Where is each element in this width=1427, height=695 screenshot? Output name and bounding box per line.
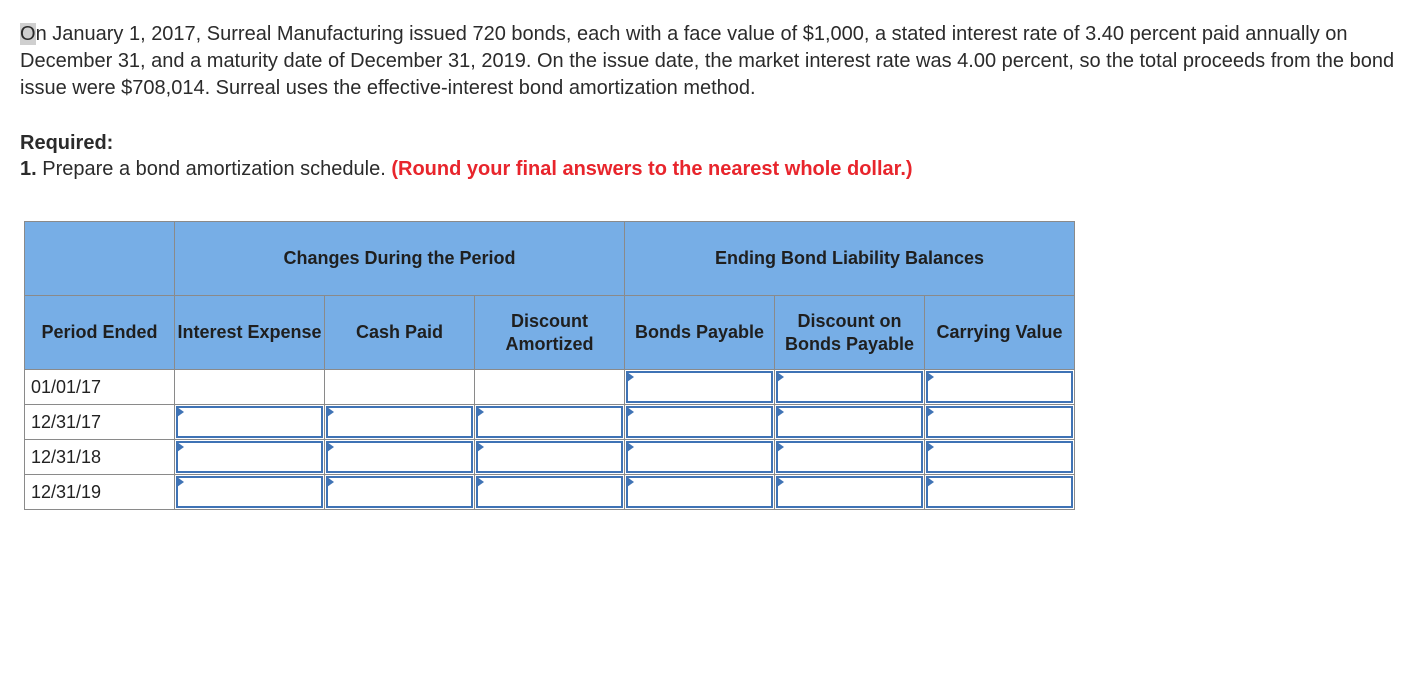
- table-row: [25, 405, 1075, 440]
- rounding-instruction: (Round your final answers to the nearest whole dollar.): [391, 158, 913, 180]
- col-header-discount-amortized: Discount Amortized: [475, 296, 625, 370]
- interest-expense-input-cell[interactable]: [175, 475, 325, 510]
- input-marker-icon: [777, 372, 784, 382]
- input-marker-icon: [177, 442, 184, 452]
- input-marker-icon: [777, 407, 784, 417]
- col-header-carrying-value: Carrying Value: [925, 296, 1075, 370]
- required-item-1: [20, 156, 913, 182]
- input-marker-icon: [927, 372, 934, 382]
- period-ended-cell: 12/31/18: [25, 440, 175, 475]
- discount-on-bonds-input[interactable]: [776, 406, 923, 438]
- carrying-value-input-cell[interactable]: [925, 440, 1075, 475]
- input-marker-icon: [477, 407, 484, 417]
- col-header-cash-paid: Cash Paid: [325, 296, 475, 370]
- discount-on-bonds-input-cell[interactable]: [775, 370, 925, 405]
- col-header-interest-expense: Interest Expense: [175, 296, 325, 370]
- bonds-payable-input[interactable]: [626, 476, 773, 508]
- input-marker-icon: [927, 442, 934, 452]
- carrying-value-input[interactable]: [926, 441, 1073, 473]
- bonds-payable-input-cell[interactable]: [625, 475, 775, 510]
- cash-paid-input[interactable]: [326, 476, 473, 508]
- discount-on-bonds-input-cell[interactable]: [775, 475, 925, 510]
- interest-expense-input[interactable]: [176, 476, 323, 508]
- input-marker-icon: [327, 442, 334, 452]
- discount-amortized-input-cell[interactable]: [475, 440, 625, 475]
- bonds-payable-input-cell[interactable]: [625, 405, 775, 440]
- input-marker-icon: [777, 477, 784, 487]
- discount-amortized-cell: [475, 370, 625, 405]
- input-marker-icon: [477, 477, 484, 487]
- bonds-payable-input-cell[interactable]: [625, 440, 775, 475]
- interest-expense-input[interactable]: [176, 406, 323, 438]
- required-heading: Required:: [20, 132, 114, 154]
- carrying-value-input-cell[interactable]: [925, 475, 1075, 510]
- discount-amortized-input-cell[interactable]: [475, 405, 625, 440]
- problem-text: n January 1, 2017, Surreal Manufacturing issued 720 bonds, each with a face value of $1,000, a stated interest rate of 3.40 percent paid annually on December 31, and a maturity date of December 31, 2019. On the issue date, the market interest rate was 4.00 percent, so the total proceeds from the bond issue were $708,014. Surreal uses the effective-interest bond amortization method.: [20, 23, 1395, 99]
- cash-paid-input[interactable]: [326, 441, 473, 473]
- table-row: [25, 370, 1075, 405]
- table-row: [25, 475, 1075, 510]
- input-marker-icon: [927, 477, 934, 487]
- col-header-bonds-payable: Bonds Payable: [625, 296, 775, 370]
- bonds-payable-input[interactable]: [626, 406, 773, 438]
- bonds-payable-input[interactable]: [626, 441, 773, 473]
- table-row: [25, 440, 1075, 475]
- cash-paid-input-cell[interactable]: [325, 405, 475, 440]
- bonds-payable-input-cell[interactable]: [625, 370, 775, 405]
- cash-paid-cell: [325, 370, 475, 405]
- cash-paid-input-cell[interactable]: [325, 440, 475, 475]
- input-marker-icon: [477, 442, 484, 452]
- cash-paid-input-cell[interactable]: [325, 475, 475, 510]
- input-marker-icon: [627, 372, 634, 382]
- bonds-payable-input[interactable]: [626, 371, 773, 403]
- interest-expense-input-cell[interactable]: [175, 440, 325, 475]
- input-marker-icon: [327, 407, 334, 417]
- discount-amortized-input[interactable]: [476, 406, 623, 438]
- interest-expense-input-cell[interactable]: [175, 405, 325, 440]
- carrying-value-input[interactable]: [926, 371, 1073, 403]
- discount-amortized-input-cell[interactable]: [475, 475, 625, 510]
- carrying-value-input[interactable]: [926, 476, 1073, 508]
- period-ended-cell: 01/01/17: [25, 370, 175, 405]
- bond-amortization-table: [24, 221, 1075, 510]
- input-marker-icon: [177, 477, 184, 487]
- input-marker-icon: [327, 477, 334, 487]
- carrying-value-input[interactable]: [926, 406, 1073, 438]
- interest-expense-cell: [175, 370, 325, 405]
- input-marker-icon: [627, 477, 634, 487]
- interest-expense-input[interactable]: [176, 441, 323, 473]
- input-marker-icon: [627, 407, 634, 417]
- input-marker-icon: [177, 407, 184, 417]
- carrying-value-input-cell[interactable]: [925, 370, 1075, 405]
- discount-on-bonds-input[interactable]: [776, 476, 923, 508]
- header-ending-balances: Ending Bond Liability Balances: [625, 222, 1075, 296]
- required-section: [20, 130, 913, 182]
- problem-first-letter: O: [20, 23, 36, 45]
- discount-on-bonds-input[interactable]: [776, 441, 923, 473]
- cash-paid-input[interactable]: [326, 406, 473, 438]
- header-changes-during-period: Changes During the Period: [175, 222, 625, 296]
- input-marker-icon: [777, 442, 784, 452]
- period-ended-cell: 12/31/19: [25, 475, 175, 510]
- discount-on-bonds-input-cell[interactable]: [775, 440, 925, 475]
- carrying-value-input-cell[interactable]: [925, 405, 1075, 440]
- discount-on-bonds-input[interactable]: [776, 371, 923, 403]
- required-item-text: Prepare a bond amortization schedule.: [36, 158, 392, 180]
- required-item-number: 1.: [20, 158, 37, 180]
- col-header-discount-on-bonds-payable: Discount on Bonds Payable: [775, 296, 925, 370]
- input-marker-icon: [627, 442, 634, 452]
- period-ended-cell: 12/31/17: [25, 405, 175, 440]
- input-marker-icon: [927, 407, 934, 417]
- discount-on-bonds-input-cell[interactable]: [775, 405, 925, 440]
- col-header-period-ended: Period Ended: [25, 296, 175, 370]
- problem-statement: [20, 21, 1410, 102]
- discount-amortized-input[interactable]: [476, 441, 623, 473]
- discount-amortized-input[interactable]: [476, 476, 623, 508]
- header-blank-cell: [25, 222, 175, 296]
